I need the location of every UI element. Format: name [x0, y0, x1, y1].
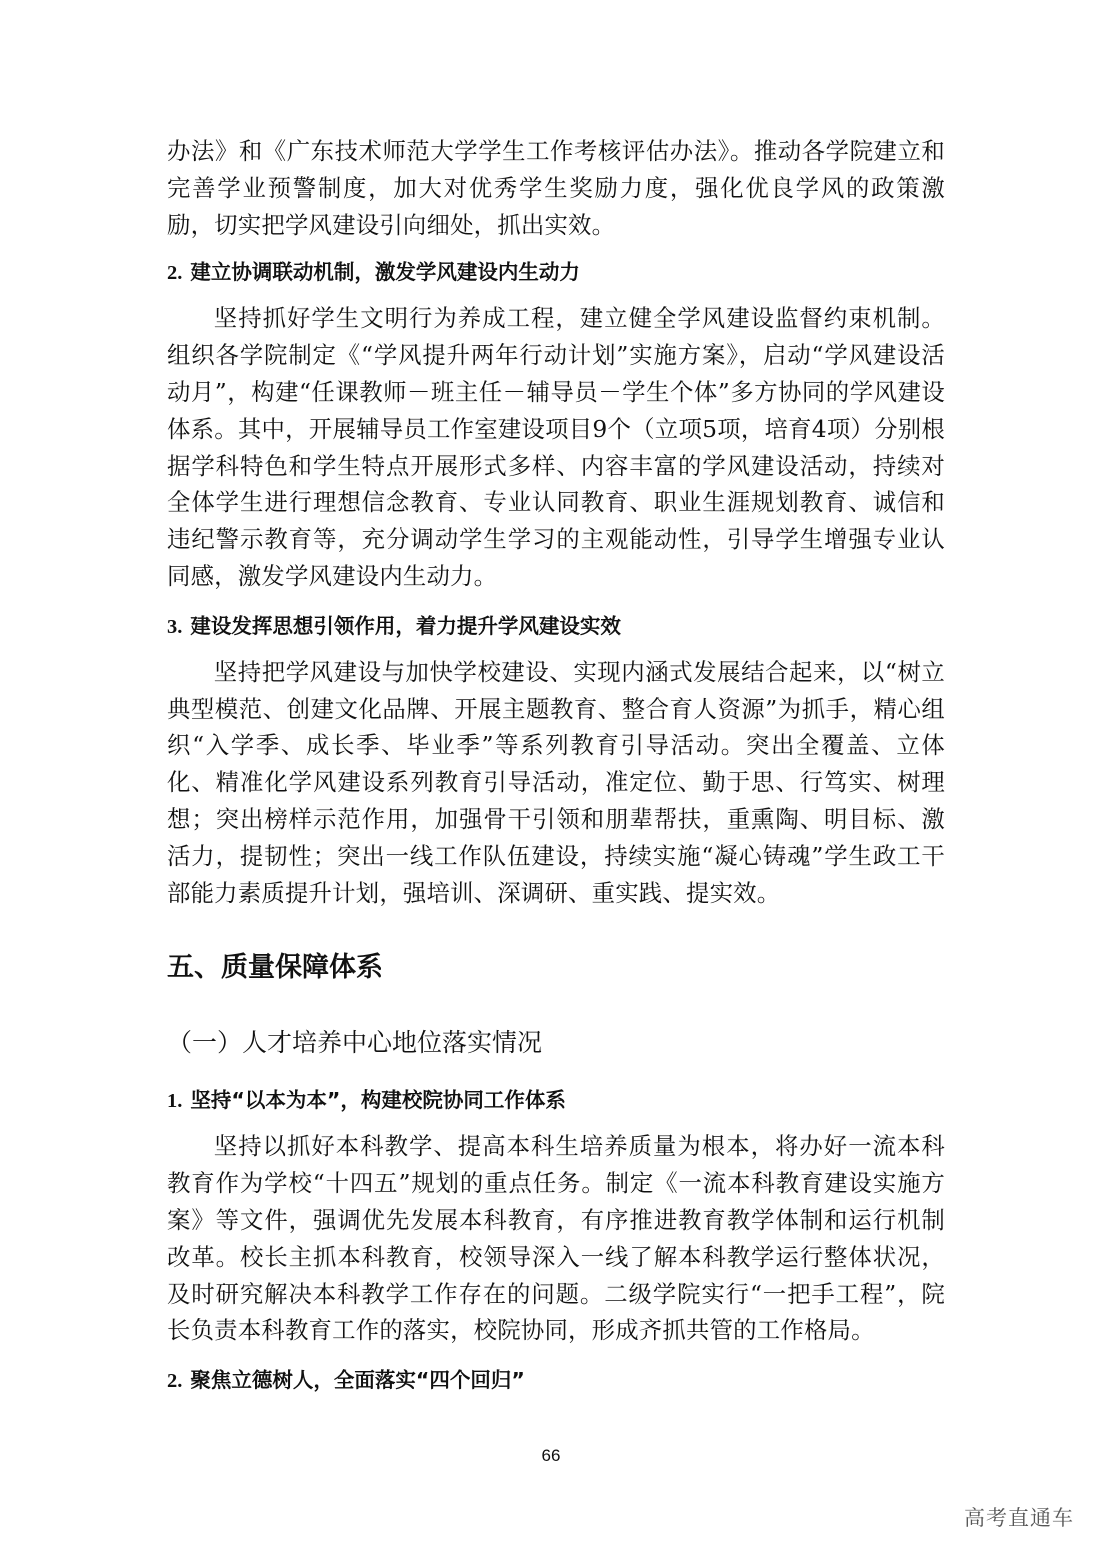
item-number: 3.: [167, 615, 183, 638]
document-page: [167, 133, 945, 1396]
continued-paragraph: 办法》和《广东技术师范大学学生工作考核评估办法》。推动各学院建立和完善学业预警制度，加大对优秀学生奖励力度，强化优良学风的政策激励，切实把学风建设引向细处，抓出实效。: [167, 137, 945, 239]
item-number: 2.: [167, 262, 183, 285]
item-heading-text: 建立协调联动机制，激发学风建设内生动力: [190, 260, 580, 285]
item-number: 1.: [167, 1090, 183, 1113]
item-heading-text: 坚持“以本为本”，构建校院协同工作体系: [190, 1088, 566, 1113]
section-title: 五、质量保障体系: [167, 952, 383, 984]
subsection-title: （一）人才培养中心地位落实情况: [167, 1028, 543, 1058]
item-heading-2b: [167, 1365, 945, 1396]
item-body-3: 坚持把学风建设与加快学校建设、实现内涵式发展结合起来，以“树立典型模范、创建文化品牌、开展主题教育、整合育人资源”为抓手，精心组织“入学季、成长季、毕业季”等系列教育引导活动。突出全覆盖、立体化、精准化学风建设系列教育引导活动，准定位、勤于思、行笃实、树理想；突出榜样示范作用，加强骨干引领和朋辈帮扶，重熏陶、明目标、激活力，提韧性；突出一线工作队伍建设，持续实施“凝心铸魂”学生政工干部能力素质提升计划，强培训、深调研、重实践、提实效。: [167, 657, 945, 907]
item-heading-text: 建设发挥思想引领作用，着力提升学风建设实效: [190, 613, 621, 638]
page-number: 66: [541, 1446, 561, 1465]
item-heading-2: [167, 257, 945, 288]
item-heading-text: 聚焦立德树人，全面落实“四个回归”: [190, 1368, 525, 1393]
item-heading-3: [167, 611, 945, 642]
watermark-text: 高考直通车: [964, 1506, 1074, 1530]
item-body-2: 坚持抓好学生文明行为养成工程，建立健全学风建设监督约束机制。组织各学院制定《“学风提升两年行动计划”实施方案》，启动“学风建设活动月”，构建“任课教师－班主任－辅导员－学生个体”多方协同的学风建设体系。其中，开展辅导员工作室建设项目9个（立项5项，培育4项）分别根据学科特色和学生特点开展形式多样、内容丰富的学风建设活动，持续对全体学生进行理想信念教育、专业认同教育、职业生涯规划教育、诚信和违纪警示教育等，充分调动学生学习的主观能动性，引导学生增强专业认同感，激发学风建设内生动力。: [167, 304, 945, 590]
item-number: 2.: [167, 1370, 183, 1393]
item-heading-1b: [167, 1085, 945, 1116]
item-body-1b: 坚持以抓好本科教学、提高本科生培养质量为根本，将办好一流本科教育作为学校“十四五”规划的重点任务。制定《一流本科教育建设实施方案》等文件，强调优先发展本科教育，有序推进教育教学体制和运行机制改革。校长主抓本科教育，校领导深入一线了解本科教学运行整体状况，及时研究解决本科教学工作存在的问题。二级学院实行“一把手工程”，院长负责本科教育工作的落实，校院协同，形成齐抓共管的工作格局。: [167, 1132, 945, 1345]
